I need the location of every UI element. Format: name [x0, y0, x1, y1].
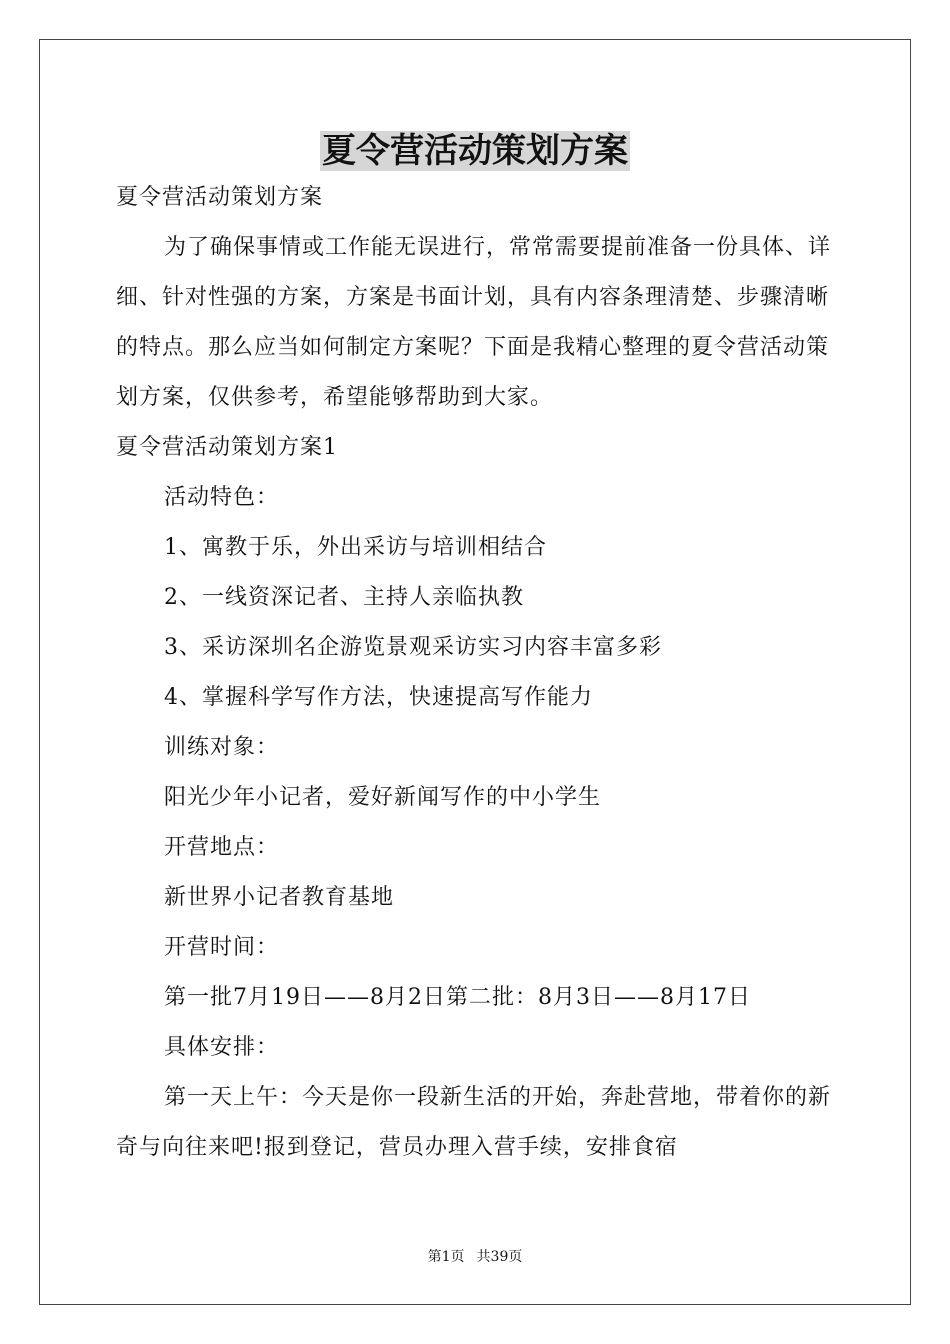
document-title: 夏令营活动策划方案 — [322, 131, 628, 171]
paragraph: 开营地点： — [164, 835, 280, 860]
paragraph: 夏令营活动策划方案 — [116, 185, 324, 210]
paragraph: 夏令营活动策划方案1 — [116, 435, 338, 460]
paragraph: 具体安排： — [164, 1035, 280, 1060]
page-footer — [0, 1247, 950, 1267]
paragraph: 2、一线资深记者、主持人亲临执教 — [164, 585, 524, 610]
page-total: 共39页 — [476, 1249, 523, 1265]
paragraph: 4、掌握科学写作方法，快速提高写作能力 — [164, 685, 593, 710]
paragraph: 第一天上午：今天是你一段新生活的开始，奔赴营地，带着你的新奇与向往来吧!报到登记，营员办理入营手续，安排食宿 — [116, 1085, 832, 1160]
paragraph: 阳光少年小记者，爱好新闻写作的中小学生 — [164, 785, 602, 810]
paragraph: 训练对象： — [164, 735, 280, 760]
paragraph: 活动特色： — [164, 485, 280, 510]
paragraph: 1、寓教于乐，外出采访与培训相结合 — [164, 535, 547, 560]
page-number: 第1页 — [427, 1249, 465, 1265]
paragraph: 为了确保事情或工作能无误进行，常常需要提前准备一份具体、详细、针对性强的方案，方案是书面计划，具有内容条理清楚、步骤清晰的特点。那么应当如何制定方案呢？下面是我精心整理的夏令营活动策划方案，仅供参考，希望能够帮助到大家。 — [116, 235, 832, 410]
paragraph: 开营时间： — [164, 935, 280, 960]
paragraph: 新世界小记者教育基地 — [164, 885, 395, 910]
paragraph: 第一批7月19日——8月2日第二批：8月3日——8月17日 — [164, 985, 751, 1010]
paragraph: 3、采访深圳名企游览景观采访实习内容丰富多彩 — [164, 635, 662, 660]
document-body — [116, 173, 838, 1173]
